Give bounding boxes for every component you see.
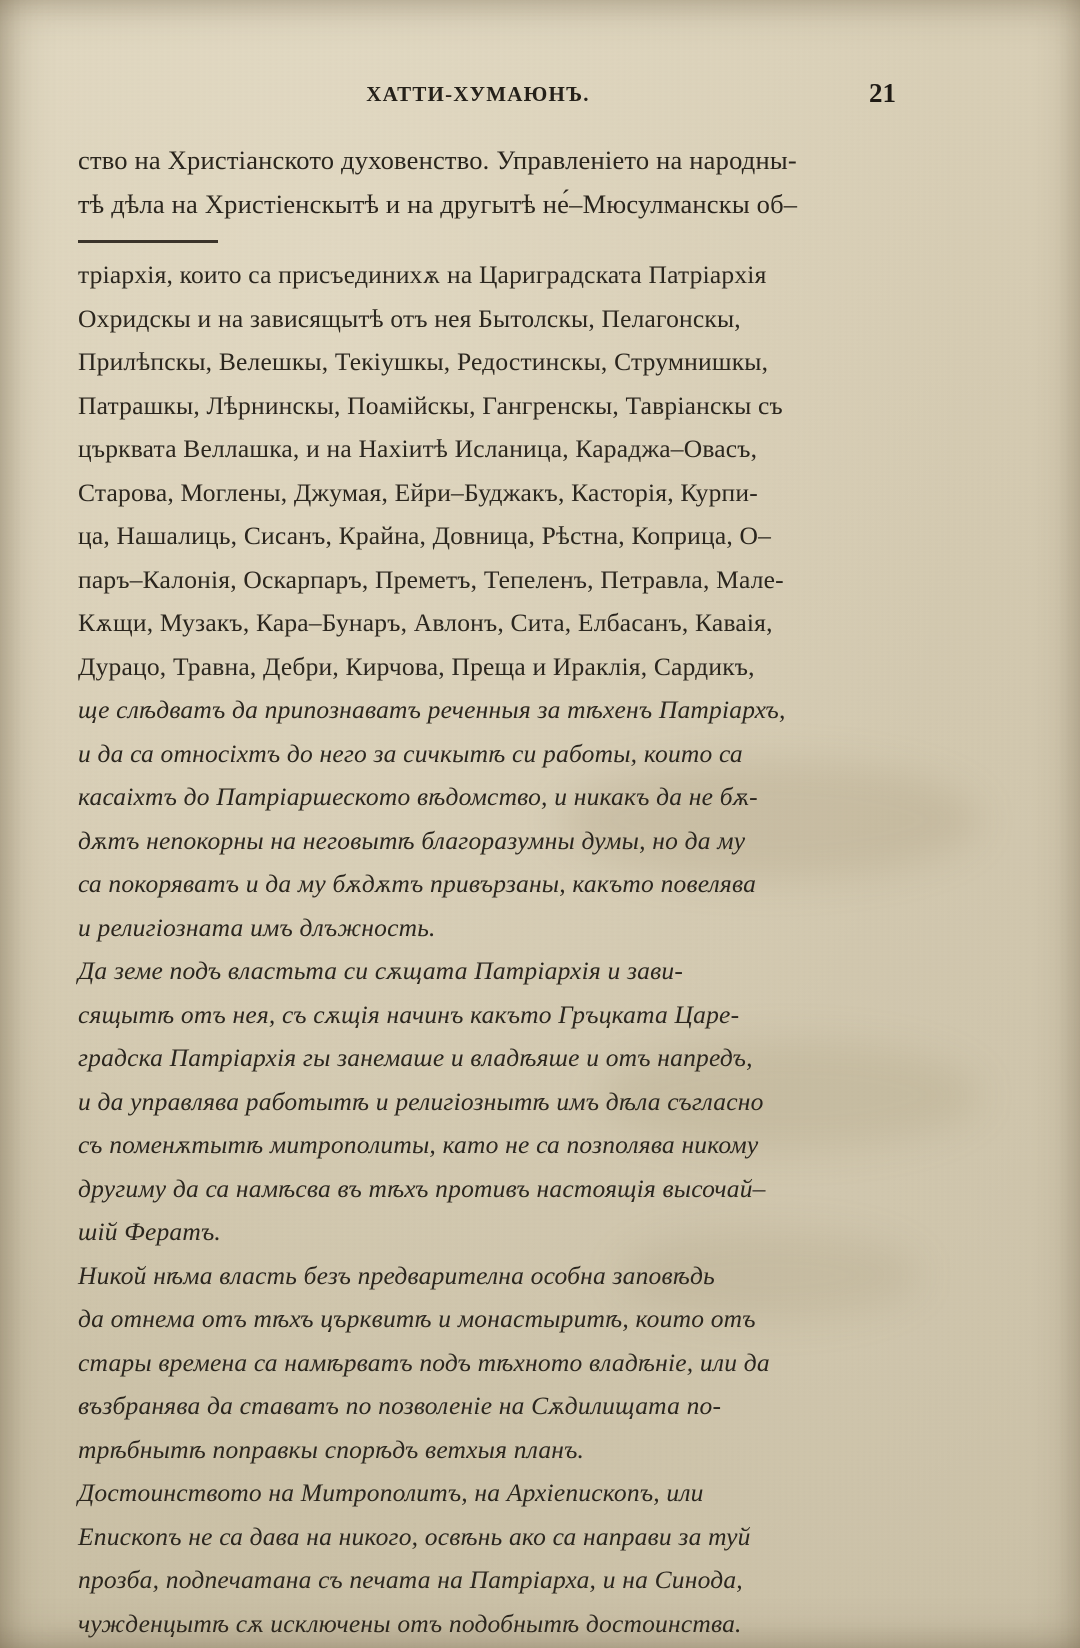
footnote-line: ще слѣдватъ да припознаватъ реченныя за тѣхенъ Патріархъ, [78,695,786,724]
footnote-line: Кѫщи, Музакъ, Кара–Бунаръ, Авлонъ, Сита, Елбасанъ, Каваія, [78,608,773,637]
footnote-line: шій Фератъ. [78,1217,222,1246]
footnote-line: Охридскы и на зависящытѣ отъ нея Бытолскы, Пелагонскы, [78,303,741,333]
footnote-line: да отнема отъ тѣхъ църквитѣ и монастыритѣ, които отъ [78,1304,756,1333]
footnote-line: Достоинството на Митрополитъ, на Архіепископъ, или [78,1478,704,1507]
footnote-line: Да земе подъ властьта си сѫщата Патріархія и зави- [78,956,684,985]
footnote-line: касаіхтъ до Патріаршеското вѣдомство, и никакъ да не бѫ- [78,782,758,811]
footnote-line: трѣбнытѣ поправкы спорѣдъ ветхыя планъ. [78,1434,585,1464]
page-header [78,78,896,118]
footnote-line: Прилѣпскы, Велешкы, Текіушкы, Редостинскы, Струмнишкы, [78,347,769,376]
main-text-block [78,138,878,226]
footnote-line: ца, Нашалиць, Сисанъ, Крайна, Довница, Рѣстна, Коприца, О– [78,521,772,550]
footnote-line: другиму да са намѣсва въ тѣхъ противъ настоящія высочай– [78,1173,766,1203]
footnote-line: и религіозната имъ длъжность. [78,912,436,942]
footnote-block [78,253,878,1645]
footnote-line: Епископъ не са дава на никого, освѣнь ако са направи за туй [78,1521,751,1551]
footnote-line: сящытѣ отъ нея, съ сѫщія начинъ какъто Гръцката Царе- [78,999,740,1029]
footnote-line: прозба, подпечатана съ печата на Патріарха, и на Синода, [78,1565,743,1594]
footnote-line: възбранява да ставатъ по позволеніе на Сѫдилищата по- [78,1391,722,1420]
footnote-line: Никой нѣма власть безъ предварителна особна заповѣдь [78,1260,715,1290]
main-text-line: тѣ дѣла на Христіенскытѣ и на другытѣ не́–Мюсулманскы об– [78,189,798,219]
footnote-line: църквата Веллашка, и на Нахіитѣ Исланица, Караджа–Овасъ, [78,434,758,463]
footnote-line: и да управлява работытѣ и религіознытѣ имъ дѣла съгласно [78,1086,764,1116]
footnote-line: градска Патріархія гы занемаше и владѣяше и отъ напредъ, [78,1043,753,1072]
footnote-line: съ поменѫтытѣ митрополиты, като не са позполява никому [78,1130,759,1159]
footnote-line: паръ–Калонія, Оскарпаръ, Преметъ, Тепеленъ, Петравла, Мале- [78,564,784,594]
footnote-line: и да са относіхтъ до него за сичкытѣ си работы, които са [78,738,743,768]
page-number: 21 [869,78,896,108]
main-text-line: ство на Христіанското духовенство. Управленіето на народны- [78,145,797,175]
running-head: ХАТТИ-ХУМАЮНЪ. [366,82,590,106]
footnote-divider-rule [78,240,218,243]
footnote-line: Дурацо, Травна, Дебри, Кирчова, Преща и Ираклія, Сардикъ, [78,651,755,681]
footnote-line: стары времена са намѣрватъ подъ тѣхното владѣніе, или да [78,1347,770,1377]
footnote-line: Патрашкы, Лѣрнинскы, Поамійскы, Гангренскы, Тавріанскы съ [78,390,783,420]
footnote-line: чужденцытѣ сѫ исключены отъ подобнытѣ достоинства. [78,1608,742,1638]
page-content [78,78,896,1645]
footnote-line: Старова, Моглены, Джумая, Ейри–Буджакъ, Касторія, Курпи- [78,477,758,507]
footnote-line: дѫтъ непокорны на неговытѣ благоразумны думы, но да му [78,825,746,855]
footnote-line: са покоряватъ и да му бѫдѫтъ привързаны, какъто повелява [78,869,757,898]
footnote-line: тріархія, които са присъединихѫ на Цариградската Патріархія [78,260,767,289]
